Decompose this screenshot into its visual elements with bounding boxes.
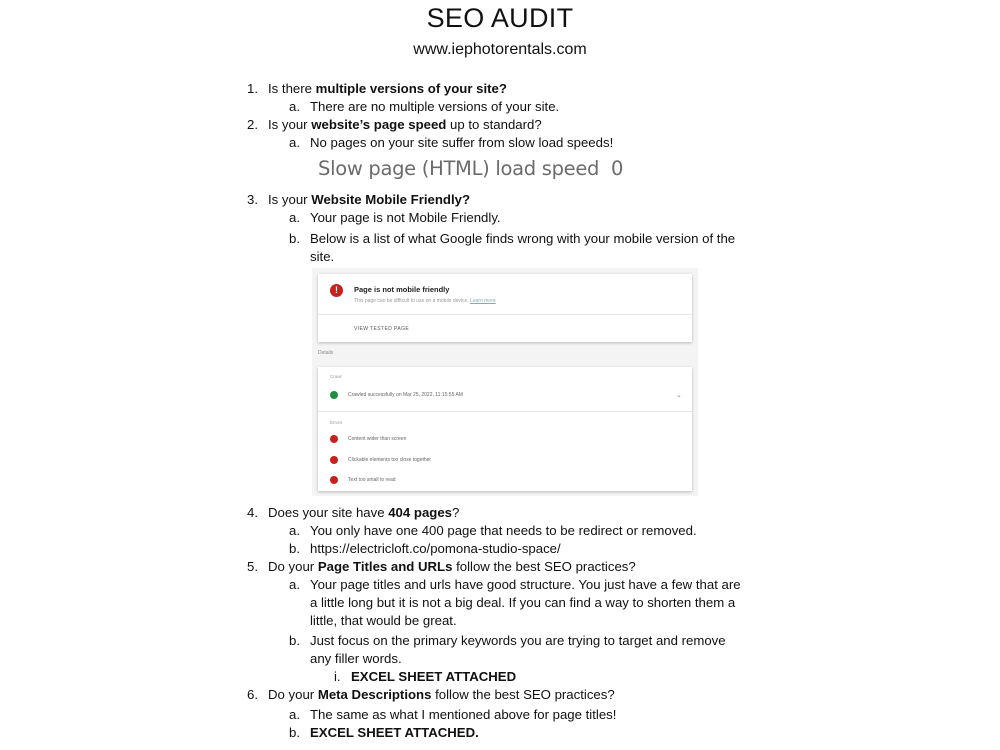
error-item[interactable]: Content wider than screen	[348, 436, 407, 442]
question-text: follow the best SEO practices?	[452, 559, 636, 574]
item-letter: a.	[289, 135, 300, 150]
result-description: This page can be difficult to use on a mobile device.	[354, 298, 469, 304]
question-bold: multiple versions of your site?	[315, 81, 507, 96]
details-label: Details	[318, 350, 334, 356]
question-2	[268, 116, 542, 134]
error-dot-icon	[330, 456, 338, 464]
item-letter: a.	[289, 577, 300, 592]
question-text: ?	[452, 505, 460, 520]
answer-text: Your page is not Mobile Friendly.	[310, 210, 501, 225]
answer-text: The same as what I mentioned above for page titles!	[310, 707, 617, 722]
crawl-status: Crawled successfully on Mar 25, 2022, 11:15:55 AM	[348, 392, 463, 398]
question-text: follow the best SEO practices?	[431, 687, 615, 702]
answer-text: There are no multiple versions of your site.	[310, 99, 560, 114]
error-item[interactable]: Clickable elements too close together	[348, 457, 432, 463]
item-number: 6.	[247, 687, 258, 702]
view-tested-page-button[interactable]: VIEW TESTED PAGE	[354, 326, 410, 332]
question-bold: Meta Descriptions	[317, 687, 432, 702]
answer-text: site.	[310, 249, 335, 264]
broken-page-url: https://electricloft.co/pomona-studio-space/	[310, 541, 561, 556]
question-text: Is your	[268, 192, 312, 207]
question-bold: Website Mobile Friendly?	[311, 192, 471, 207]
result-card	[318, 274, 692, 342]
question-6	[268, 686, 615, 704]
item-number: 4.	[247, 505, 258, 520]
question-4	[268, 504, 459, 522]
excel-attached-note: EXCEL SHEET ATTACHED.	[310, 725, 479, 740]
answer-text: a little long but it is not a big deal. If you can find a way to shorten them a	[310, 595, 736, 610]
item-number: 2.	[247, 117, 258, 132]
chevron-down-icon[interactable]: ⌄	[676, 392, 682, 399]
mobile-friendly-test-screenshot	[312, 268, 698, 496]
item-number: 3.	[247, 192, 258, 207]
divider	[318, 411, 692, 412]
item-number: 1.	[247, 81, 258, 96]
learn-more-link[interactable]: Learn more	[470, 298, 496, 304]
item-letter: b.	[289, 231, 300, 246]
item-letter: a.	[289, 210, 300, 225]
question-text: Does your site have	[268, 505, 389, 520]
excel-attached-note: EXCEL SHEET ATTACHED	[351, 669, 517, 684]
item-letter: b.	[289, 633, 300, 648]
question-5	[268, 558, 636, 576]
answer-text: You only have one 400 page that needs to be redirect or removed.	[310, 523, 697, 538]
question-text: Is your	[268, 117, 312, 132]
result-subtitle	[354, 298, 496, 304]
item-letter: b.	[289, 725, 300, 740]
error-dot-icon	[330, 476, 338, 484]
question-1	[268, 80, 507, 98]
error-item[interactable]: Text too small to read	[348, 477, 396, 483]
item-letter: a.	[289, 99, 300, 114]
answer-text: Just focus on the primary keywords you are trying to target and remove	[310, 633, 726, 648]
slow-page-speed-count: 0	[611, 157, 624, 180]
question-text: Do your	[268, 687, 318, 702]
question-3	[268, 191, 470, 209]
answer-text: No pages on your site suffer from slow load speeds!	[310, 135, 614, 150]
details-card	[318, 367, 692, 491]
document-title: SEO AUDIT	[426, 3, 574, 33]
divider	[318, 314, 692, 315]
question-text: up to standard?	[446, 117, 542, 132]
question-bold: website’s page speed	[311, 117, 447, 132]
errors-label: Errors	[330, 420, 343, 425]
question-bold: 404 pages	[388, 505, 452, 520]
error-icon: !	[330, 284, 343, 297]
site-url: www.iephotorentals.com	[413, 41, 587, 58]
crawl-label: Crawl	[330, 374, 342, 379]
item-roman: i.	[334, 669, 341, 684]
question-bold: Page Titles and URLs	[317, 559, 453, 574]
success-check-icon	[330, 391, 338, 399]
item-letter: b.	[289, 541, 300, 556]
answer-text: Below is a list of what Google finds wrong with your mobile version of the	[310, 231, 736, 246]
item-letter: a.	[289, 523, 300, 538]
error-dot-icon	[330, 435, 338, 443]
answer-text: little, that would be great.	[310, 613, 457, 628]
slow-page-speed-label: Slow page (HTML) load speed	[318, 157, 600, 180]
question-text: Do your	[268, 559, 318, 574]
result-title: Page is not mobile friendly	[354, 285, 450, 294]
item-letter: a.	[289, 707, 300, 722]
answer-text: any filler words.	[310, 651, 402, 666]
answer-text: Your page titles and urls have good structure. You just have a few that are	[310, 577, 741, 592]
item-number: 5.	[247, 559, 258, 574]
question-text: Is there	[268, 81, 316, 96]
